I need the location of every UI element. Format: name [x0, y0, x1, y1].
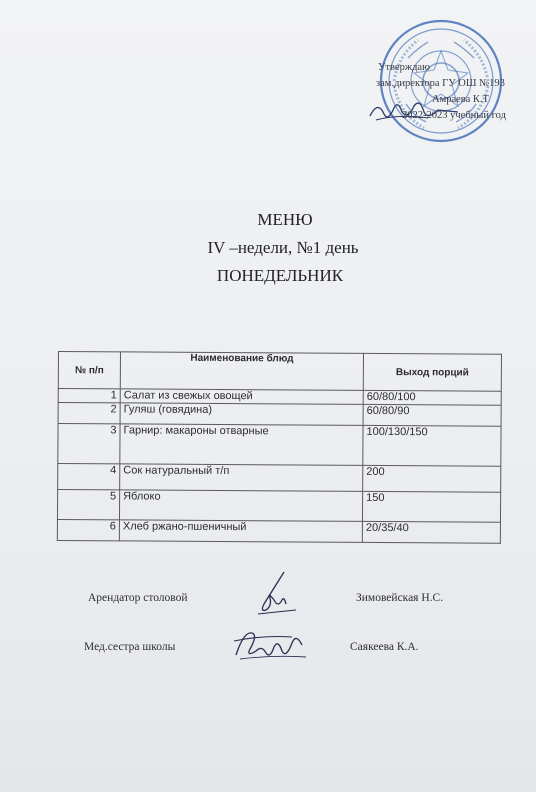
portion-output: 200 — [363, 465, 501, 492]
table-header-row — [58, 352, 501, 392]
dish-name: Гарнир: макароны отварные — [120, 424, 363, 465]
header-dish-name: Наименование блюд — [120, 352, 363, 390]
dish-name: Сок натуральный т/п — [120, 464, 363, 491]
title-week-day: IV –недели, №1 день — [207, 238, 359, 257]
nurse-signature — [232, 625, 312, 663]
dish-name: Яблоко — [119, 490, 362, 521]
table-row — [58, 403, 501, 427]
row-number: 1 — [58, 389, 120, 403]
approval-line-name: Амраева К.Т — [432, 94, 489, 105]
table-row — [57, 490, 500, 523]
tenant-signature — [252, 570, 302, 620]
row-number: 4 — [58, 464, 120, 490]
table-row — [57, 519, 500, 543]
approval-line-year: 2022-2023 учебный год — [402, 110, 506, 121]
portion-output: 100/130/150 — [363, 425, 501, 466]
approval-block — [370, 60, 530, 124]
dish-name: Хлеб ржано-пшеничный — [119, 520, 362, 542]
header-portion-output: Выход порций — [363, 353, 501, 391]
nurse-name: Саякеева К.А. — [350, 641, 419, 653]
portion-output: 60/80/100 — [363, 390, 501, 405]
title-block — [0, 206, 536, 290]
tenant-label: Арендатор столовой — [88, 592, 188, 604]
header-number: № п/п — [58, 352, 120, 389]
row-number: 6 — [57, 519, 119, 540]
portion-output: 150 — [362, 491, 500, 522]
portion-output: 20/35/40 — [362, 521, 500, 543]
row-number: 2 — [58, 403, 120, 424]
row-number: 3 — [58, 424, 120, 464]
tenant-name: Зимовейская Н.С. — [356, 592, 444, 604]
row-number: 5 — [57, 490, 119, 520]
dish-name: Салат из свежых овощей — [120, 389, 363, 404]
title-weekday: ПОНЕДЕЛЬНИК — [216, 266, 344, 285]
approval-line-position: зам.директора ГУ ОШ №193 — [376, 78, 505, 89]
nurse-label: Мед.сестра школы — [84, 641, 176, 653]
title-menu: МЕНЮ — [257, 210, 313, 229]
approval-line-approve: Утверждаю — [378, 62, 430, 73]
table-row — [58, 424, 501, 467]
portion-output: 60/80/90 — [363, 404, 501, 426]
table-row — [58, 464, 501, 493]
menu-table — [57, 351, 502, 544]
dish-name: Гуляш (говядина) — [120, 403, 363, 425]
